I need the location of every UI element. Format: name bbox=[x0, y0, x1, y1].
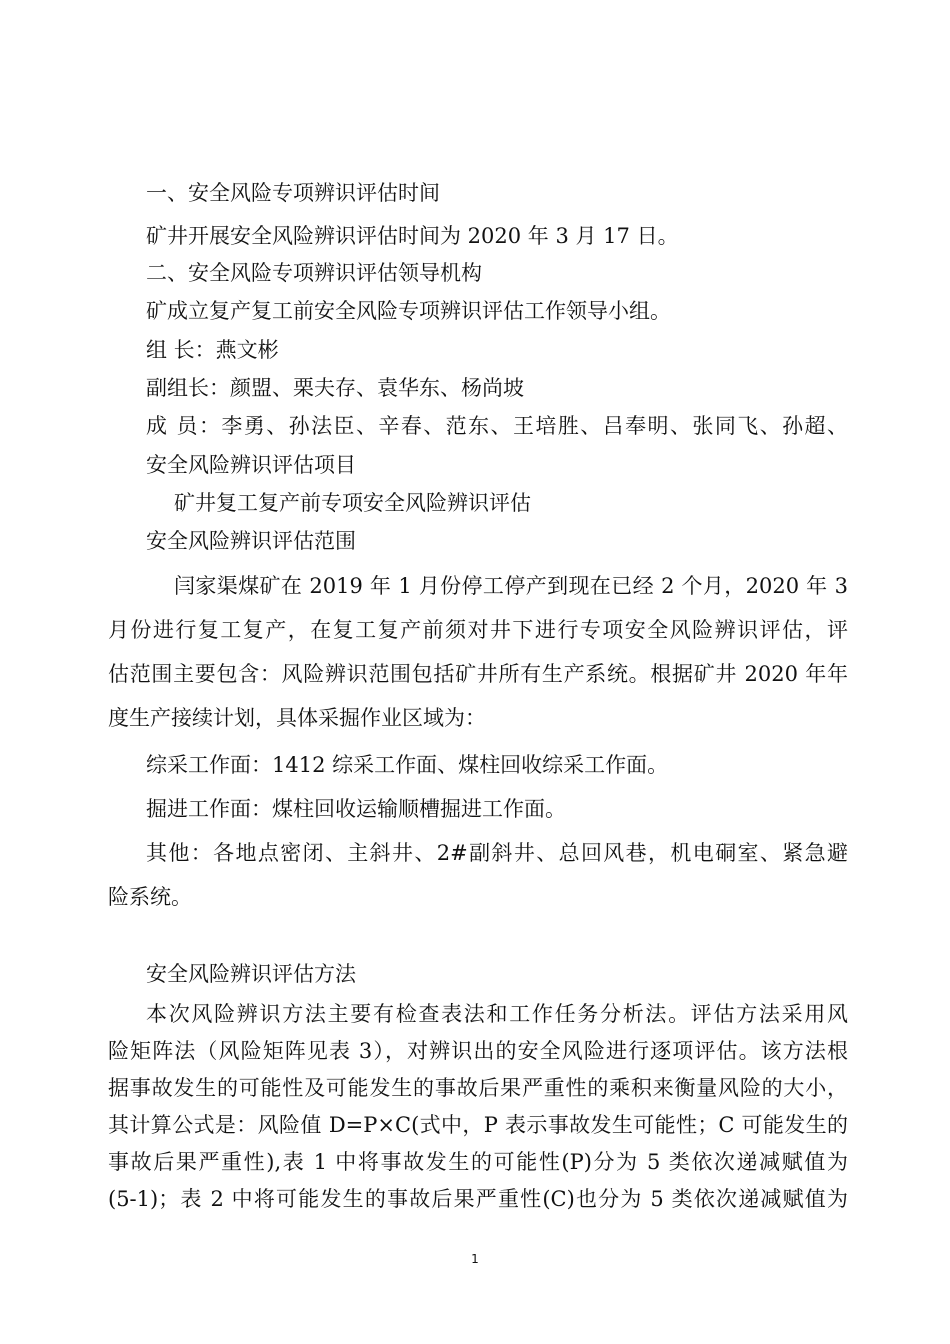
paragraph-line: 综采工作面：1412 综采工作面、煤柱回收综采工作面。 bbox=[146, 753, 669, 777]
paragraph-line: 据事故发生的可能性及可能发生的事故后果严重性的乘积来衡量风险的大小， bbox=[108, 1076, 848, 1100]
paragraph-line: 矿井复工复产前专项安全风险辨识评估 bbox=[174, 491, 531, 515]
paragraph-line: 本次风险辨识方法主要有检查表法和工作任务分析法。评估方法采用风 bbox=[146, 1002, 848, 1026]
paragraph-line: 度生产接续计划，具体采掘作业区域为： bbox=[108, 706, 486, 730]
paragraph-line: 险系统。 bbox=[108, 885, 192, 909]
paragraph-line: 掘进工作面：煤柱回收运输顺槽掘进工作面。 bbox=[146, 797, 566, 821]
heading-line: 安全风险辨识评估方法 bbox=[146, 962, 356, 986]
paragraph-line: 估范围主要包含：风险辨识范围包括矿井所有生产系统。根据矿井 2020 年年 bbox=[108, 662, 848, 686]
heading-line: 安全风险辨识评估范围 bbox=[146, 529, 356, 553]
paragraph-line: 组 长：燕文彬 bbox=[146, 338, 279, 362]
paragraph-line: 其计算公式是：风险值 D=P×C(式中，P 表示事故发生可能性；C 可能发生的 bbox=[108, 1113, 848, 1137]
paragraph-line: 矿成立复产复工前安全风险专项辨识评估工作领导小组。 bbox=[146, 299, 671, 323]
paragraph-line: 副组长：颜盟、栗夫存、袁华东、杨尚坡 bbox=[146, 376, 524, 400]
paragraph-line: 其他：各地点密闭、主斜井、2#副斜井、总回风巷，机电硐室、紧急避 bbox=[146, 841, 848, 865]
paragraph-line: 矿井开展安全风险辨识评估时间为 2020 年 3 月 17 日。 bbox=[146, 224, 679, 248]
paragraph-line: (5-1)；表 2 中将可能发生的事故后果严重性(C)也分为 5 类依次递减赋值为 bbox=[108, 1187, 848, 1211]
paragraph-line: 险矩阵法（风险矩阵见表 3），对辨识出的安全风险进行逐项评估。该方法根 bbox=[108, 1039, 848, 1063]
paragraph-line: 闫家渠煤矿在 2019 年 1 月份停工停产到现在已经 2 个月，2020 年 3 bbox=[174, 574, 848, 598]
paragraph-line: 月份进行复工复产，在复工复产前须对井下进行专项安全风险辨识评估，评 bbox=[108, 618, 848, 642]
heading-1: 一、安全风险专项辨识评估时间 bbox=[146, 181, 440, 205]
paragraph-line: 成 员：李勇、孙法臣、辛春、范东、王培胜、吕奉明、张同飞、孙超、 bbox=[146, 414, 848, 438]
heading-2: 二、安全风险专项辨识评估领导机构 bbox=[146, 261, 482, 285]
paragraph-line: 事故后果严重性),表 1 中将事故发生的可能性(P)分为 5 类依次递减赋值为 bbox=[108, 1150, 848, 1174]
page-number: 1 bbox=[471, 1252, 479, 1266]
heading-line: 安全风险辨识评估项目 bbox=[146, 453, 356, 477]
